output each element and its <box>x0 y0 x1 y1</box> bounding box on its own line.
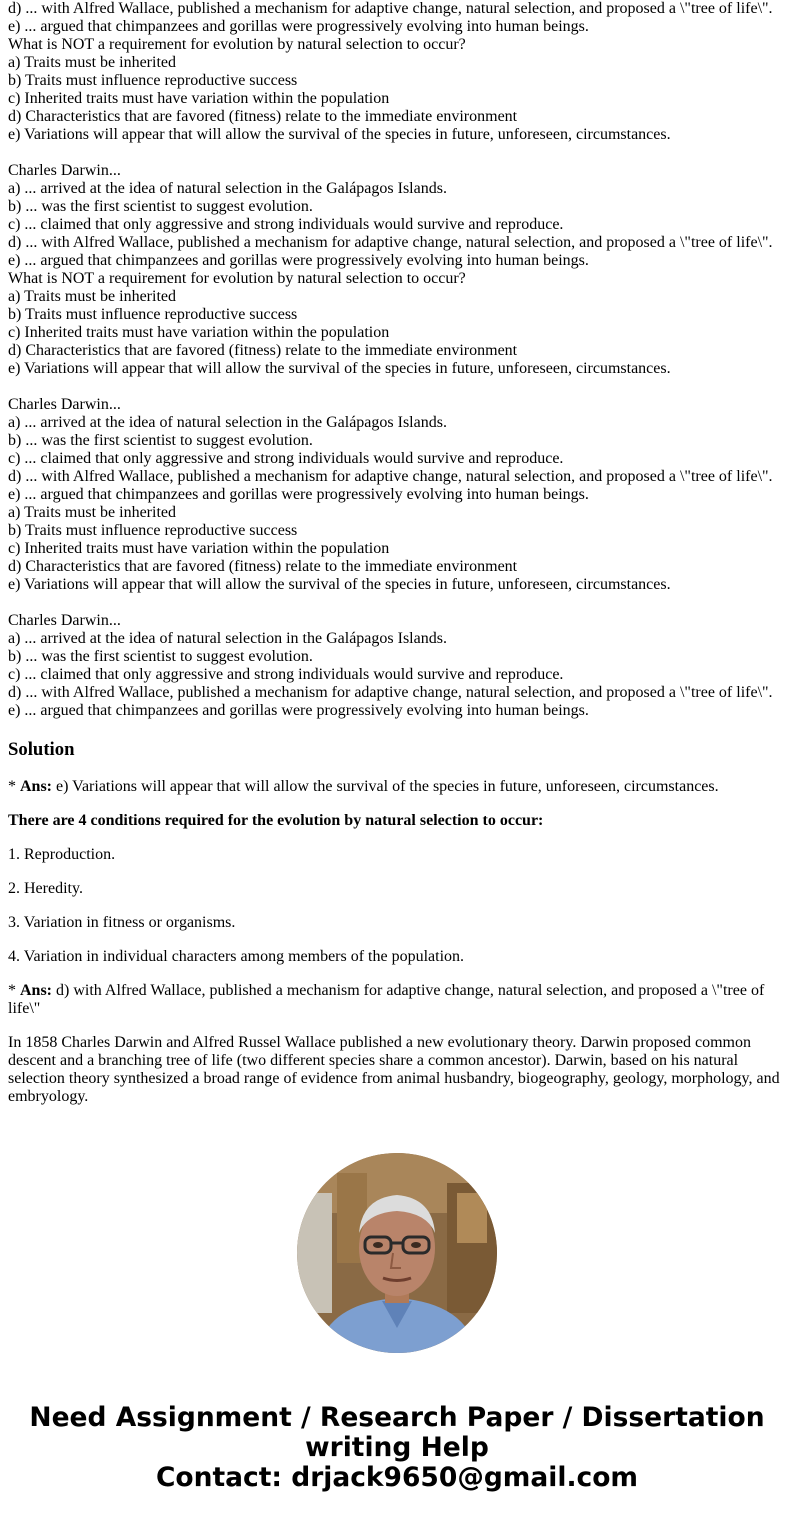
question-line: c) Inherited traits must have variation within the population <box>8 540 390 557</box>
answer-1 <box>8 778 786 796</box>
footer-contact[interactable]: Contact: drjack9650@gmail.com <box>155 1462 639 1493</box>
question-line: d) ... with Alfred Wallace, published a mechanism for adaptive change, natural selection, and proposed a \"tree of life\". <box>8 468 773 485</box>
question-text-block <box>8 0 786 720</box>
question-line: b) Traits must influence reproductive success <box>8 72 298 89</box>
condition-item: 1. Reproduction. <box>8 846 116 863</box>
answer-2-label: Ans: <box>20 982 53 999</box>
question-line: b) ... was the first scientist to suggest evolution. <box>8 198 313 215</box>
answer-1-text: e) Variations will appear that will allow the survival of the species in future, unforeseen, circumstances. <box>52 778 719 795</box>
question-line: e) ... argued that chimpanzees and gorillas were progressively evolving into human beings. <box>8 252 589 269</box>
blank-line <box>8 378 786 396</box>
answer-1-prefix: * <box>8 778 20 795</box>
question-line: d) ... with Alfred Wallace, published a mechanism for adaptive change, natural selection, and proposed a \"tree of life\". <box>8 234 773 251</box>
explanation-paragraph: In 1858 Charles Darwin and Alfred Russel Wallace published a new evolutionary theory. Darwin proposed common descent and a branching tree of life (two different species share a common ancestor). Darwin, based on his natural selection theory synthesized a broad range of evidence from animal husbandry, biogeography, geology, morphology, and embryology. <box>8 1034 780 1105</box>
question-line: a) Traits must be inherited <box>8 54 176 71</box>
question-line: b) ... was the first scientist to suggest evolution. <box>8 648 313 665</box>
question-line: Charles Darwin... <box>8 612 121 629</box>
conditions-heading-text: There are 4 conditions required for the evolution by natural selection to occur: <box>8 812 544 829</box>
question-line: a) Traits must be inherited <box>8 504 176 521</box>
question-line: e) Variations will appear that will allow the survival of the species in future, unforeseen, circumstances. <box>8 126 671 143</box>
question-line: e) ... argued that chimpanzees and gorillas were progressively evolving into human beings. <box>8 486 589 503</box>
question-line: a) Traits must be inherited <box>8 288 176 305</box>
question-line: d) Characteristics that are favored (fitness) relate to the immediate environment <box>8 342 518 359</box>
author-photo-illustration <box>297 1153 497 1353</box>
question-line: e) Variations will appear that will allow the survival of the species in future, unforeseen, circumstances. <box>8 360 671 377</box>
conditions-heading <box>8 812 786 830</box>
question-line: d) ... with Alfred Wallace, published a mechanism for adaptive change, natural selection, and proposed a \"tree of life\". <box>8 0 773 17</box>
condition-item: 4. Variation in individual characters among members of the population. <box>8 948 465 965</box>
question-line: b) Traits must influence reproductive success <box>8 522 298 539</box>
question-line: c) ... claimed that only aggressive and strong individuals would survive and reproduce. <box>8 450 564 467</box>
question-line: e) Variations will appear that will allow the survival of the species in future, unforeseen, circumstances. <box>8 576 671 593</box>
question-line: a) ... arrived at the idea of natural selection in the Galápagos Islands. <box>8 180 447 197</box>
question-line: a) ... arrived at the idea of natural selection in the Galápagos Islands. <box>8 414 447 431</box>
answer-2-text: d) with Alfred Wallace, published a mechanism for adaptive change, natural selection, and proposed a \"tree of life\" <box>8 982 765 1017</box>
question-line: d) Characteristics that are favored (fitness) relate to the immediate environment <box>8 108 518 125</box>
footer-help-text: Need Assignment / Research Paper / Dissertation writing Help <box>29 1402 765 1463</box>
blank-line <box>8 594 786 612</box>
question-line: b) Traits must influence reproductive success <box>8 306 298 323</box>
question-line: c) ... claimed that only aggressive and strong individuals would survive and reproduce. <box>8 666 564 683</box>
blank-line <box>8 144 786 162</box>
footer-banner <box>0 1403 794 1493</box>
author-avatar <box>297 1153 497 1353</box>
question-line: What is NOT a requirement for evolution by natural selection to occur? <box>8 36 466 53</box>
question-line: d) Characteristics that are favored (fitness) relate to the immediate environment <box>8 558 518 575</box>
answer-1-label: Ans: <box>20 778 53 795</box>
solution-heading: Solution <box>8 739 75 760</box>
condition-item: 3. Variation in fitness or organisms. <box>8 914 236 931</box>
question-line: e) ... argued that chimpanzees and gorillas were progressively evolving into human beings. <box>8 702 589 719</box>
condition-item: 2. Heredity. <box>8 880 83 897</box>
question-line: e) ... argued that chimpanzees and gorillas were progressively evolving into human beings. <box>8 18 589 35</box>
answer-2-prefix: * <box>8 982 20 999</box>
question-line: c) ... claimed that only aggressive and strong individuals would survive and reproduce. <box>8 216 564 233</box>
question-line: b) ... was the first scientist to suggest evolution. <box>8 432 313 449</box>
question-line: Charles Darwin... <box>8 396 121 413</box>
question-line: Charles Darwin... <box>8 162 121 179</box>
question-line: c) Inherited traits must have variation within the population <box>8 90 390 107</box>
question-line: What is NOT a requirement for evolution by natural selection to occur? <box>8 270 466 287</box>
question-line: d) ... with Alfred Wallace, published a mechanism for adaptive change, natural selection, and proposed a \"tree of life\". <box>8 684 773 701</box>
question-line: c) Inherited traits must have variation within the population <box>8 324 390 341</box>
question-line: a) ... arrived at the idea of natural selection in the Galápagos Islands. <box>8 630 447 647</box>
answer-2 <box>8 982 786 1018</box>
